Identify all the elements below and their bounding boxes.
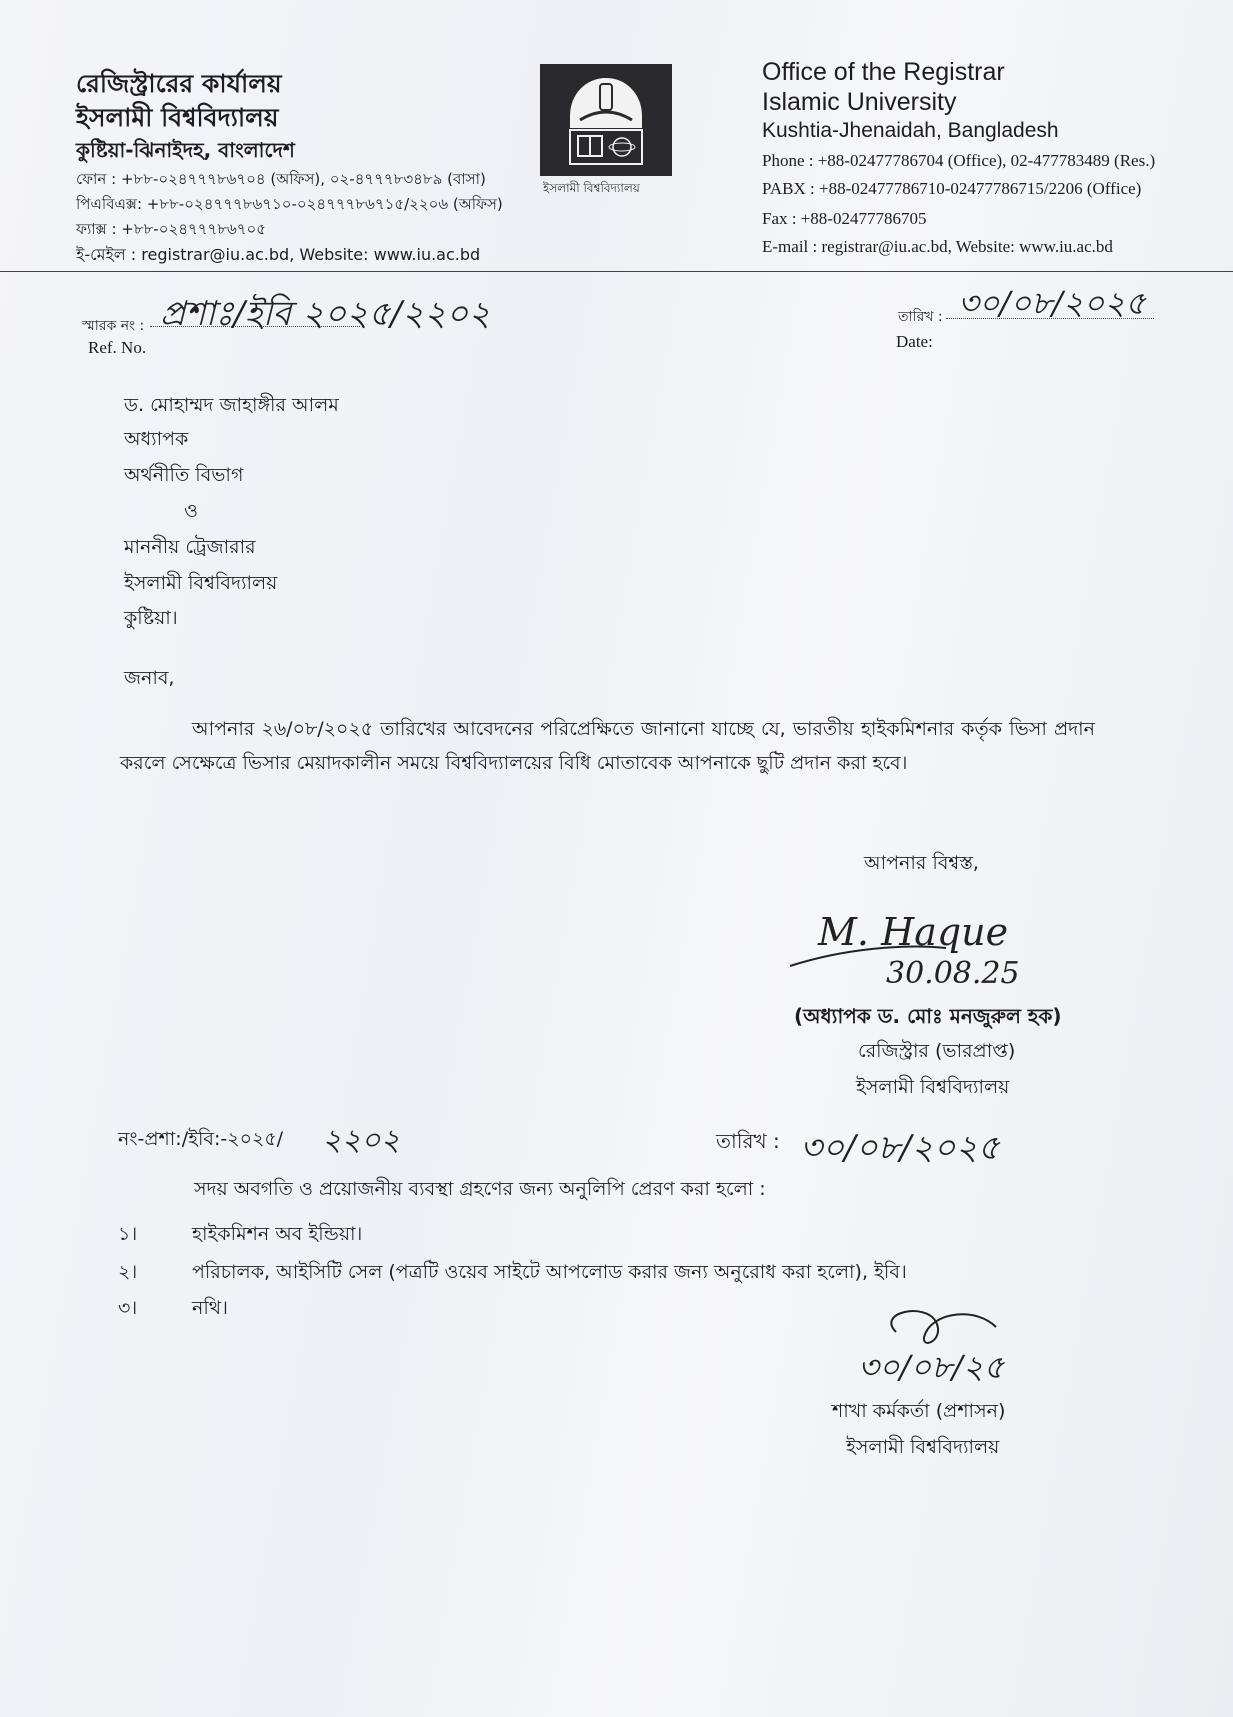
logo-emblem-icon bbox=[540, 64, 672, 176]
header-fax-en: Fax : +88-02477786705 bbox=[762, 209, 927, 228]
signature-handwritten-name: M. Haque bbox=[818, 910, 1009, 954]
copy-item-number: ১। bbox=[118, 1223, 138, 1245]
recipient-line: মাননীয় ট্রেজারার bbox=[124, 536, 256, 558]
signatory-org: ইসলামী বিশ্ববিদ্যালয় bbox=[856, 1076, 1010, 1098]
header-pabx-bn: পিএবিএক্স: +৮৮-০২৪৭৭৭৮৬৭১০-০২৪৭৭৭৮৬৭১৫/২২০৬ (অফিস) bbox=[76, 195, 503, 213]
signatory-title: রেজিস্ট্রার (ভারপ্রাপ্ত) bbox=[858, 1040, 1016, 1062]
date-label-en: Date: bbox=[896, 332, 933, 351]
copy-item-number: ২। bbox=[118, 1261, 138, 1283]
header-email-en: E-mail : registrar@iu.ac.bd, Website: www.iu.ac.bd bbox=[762, 237, 1113, 256]
header-office-bn: রেজিস্ট্রারের কার্যালয় bbox=[76, 69, 282, 98]
recipient-line: ও bbox=[184, 500, 198, 522]
ref-handwritten: প্রশাঃ/ইবি ২০২৫/২২০২ bbox=[160, 294, 491, 334]
copy-intro: সদয় অবগতি ও প্রয়োজনীয় ব্যবস্থা গ্রহণের জন্য অনুলিপি প্রেরণ করা হলো : bbox=[194, 1178, 766, 1200]
header-university-bn: ইসলামী বিশ্ববিদ্যালয় bbox=[76, 103, 279, 132]
officer-handwritten-date: ৩০/০৮/২৫ bbox=[858, 1348, 1005, 1386]
copy-item-text: হাইকমিশন অব ইন্ডিয়া। bbox=[192, 1223, 363, 1245]
header-phone-en: Phone : +88-02477786704 (Office), 02-477783489 (Res.) bbox=[762, 151, 1156, 170]
recipient-line: অধ্যাপক bbox=[124, 428, 189, 450]
recipient-line: অর্থনীতি বিভাগ bbox=[124, 464, 244, 486]
copy-date-handwritten: ৩০/০৮/২০২৫ bbox=[800, 1128, 1000, 1168]
ref-label-bn: স্মারক নং : bbox=[82, 318, 145, 334]
header-phone-bn: ফোন : +৮৮-০২৪৭৭৭৮৬৭০৪ (অফিস), ০২-৪৭৭৭৮৩৪৮৯ (বাসা) bbox=[76, 170, 486, 188]
copy-memo-handwritten: ২২০২ bbox=[322, 1123, 401, 1158]
date-handwritten: ৩০/০৮/২০২৫ bbox=[958, 284, 1146, 322]
officer-org: ইসলামী বিশ্ববিদ্যালয় bbox=[846, 1436, 1000, 1458]
body-paragraph bbox=[120, 712, 1095, 780]
ref-label-en: Ref. No. bbox=[88, 338, 147, 357]
salutation: জনাব, bbox=[124, 667, 175, 689]
copy-item-text: পরিচালক, আইসিটি সেল (পত্রটি ওয়েব সাইটে আপলোড করার জন্য অনুরোধ করা হলো), ইবি। bbox=[192, 1261, 907, 1283]
logo-caption: ইসলামী বিশ্ববিদ্যালয় bbox=[543, 181, 640, 195]
copy-date-label: তারিখ : bbox=[716, 1129, 780, 1153]
header-location-en: Kushtia-Jhenaidah, Bangladesh bbox=[762, 119, 1059, 142]
header-fax-bn: ফ্যাক্স : +৮৮-০২৪৭৭৭৮৬৭০৫ bbox=[76, 220, 266, 238]
header-university-en: Islamic University bbox=[762, 88, 957, 116]
recipient-line: কুষ্টিয়া। bbox=[124, 607, 178, 629]
header-location-bn: কুষ্টিয়া-ঝিনাইদহ, বাংলাদেশ bbox=[76, 138, 295, 162]
copy-item-text: নথি। bbox=[192, 1297, 228, 1319]
body-text: আপনার ২৬/০৮/২০২৫ তারিখের আবেদনের পরিপ্রেক্ষিতে জানানো যাচ্ছে যে, ভারতীয় হাইকমিশনার কর্তৃক ভিসা প্রদান করলে সেক্ষেত্রে ভিসার মেয়াদকালীন সময়ে বিশ্ববিদ্যালয়ের বিধি মোতাবেক আপনাকে ছুটি প্রদান করা হবে। bbox=[120, 718, 1095, 774]
recipient-line: ইসলামী বিশ্ববিদ্যালয় bbox=[124, 572, 278, 594]
header-pabx-en: PABX : +88-02477786710-02477786715/2206 (Office) bbox=[762, 179, 1142, 198]
header-email-bn: ই-মেইল : registrar@iu.ac.bd, Website: www.iu.ac.bd bbox=[76, 245, 481, 264]
signatory-name: (অধ্যাপক ড. মোঃ মনজুরুল হক) bbox=[794, 1004, 1062, 1028]
signature-handwritten-date: 30.08.25 bbox=[886, 956, 1020, 991]
university-logo bbox=[540, 64, 672, 176]
header-divider bbox=[0, 271, 1233, 272]
closing: আপনার বিশ্বস্ত, bbox=[864, 852, 979, 874]
date-label-bn: তারিখ : bbox=[898, 309, 943, 325]
officer-title: শাখা কর্মকর্তা (প্রশাসন) bbox=[832, 1400, 1006, 1422]
header-office-en: Office of the Registrar bbox=[762, 58, 1005, 86]
recipient-line: ড. মোহাম্মদ জাহাঙ্গীর আলম bbox=[124, 394, 339, 416]
copy-item-number: ৩। bbox=[118, 1297, 138, 1319]
copy-memo-prefix: নং-প্রশা:/ইবি:-২০২৫/ bbox=[118, 1128, 284, 1150]
